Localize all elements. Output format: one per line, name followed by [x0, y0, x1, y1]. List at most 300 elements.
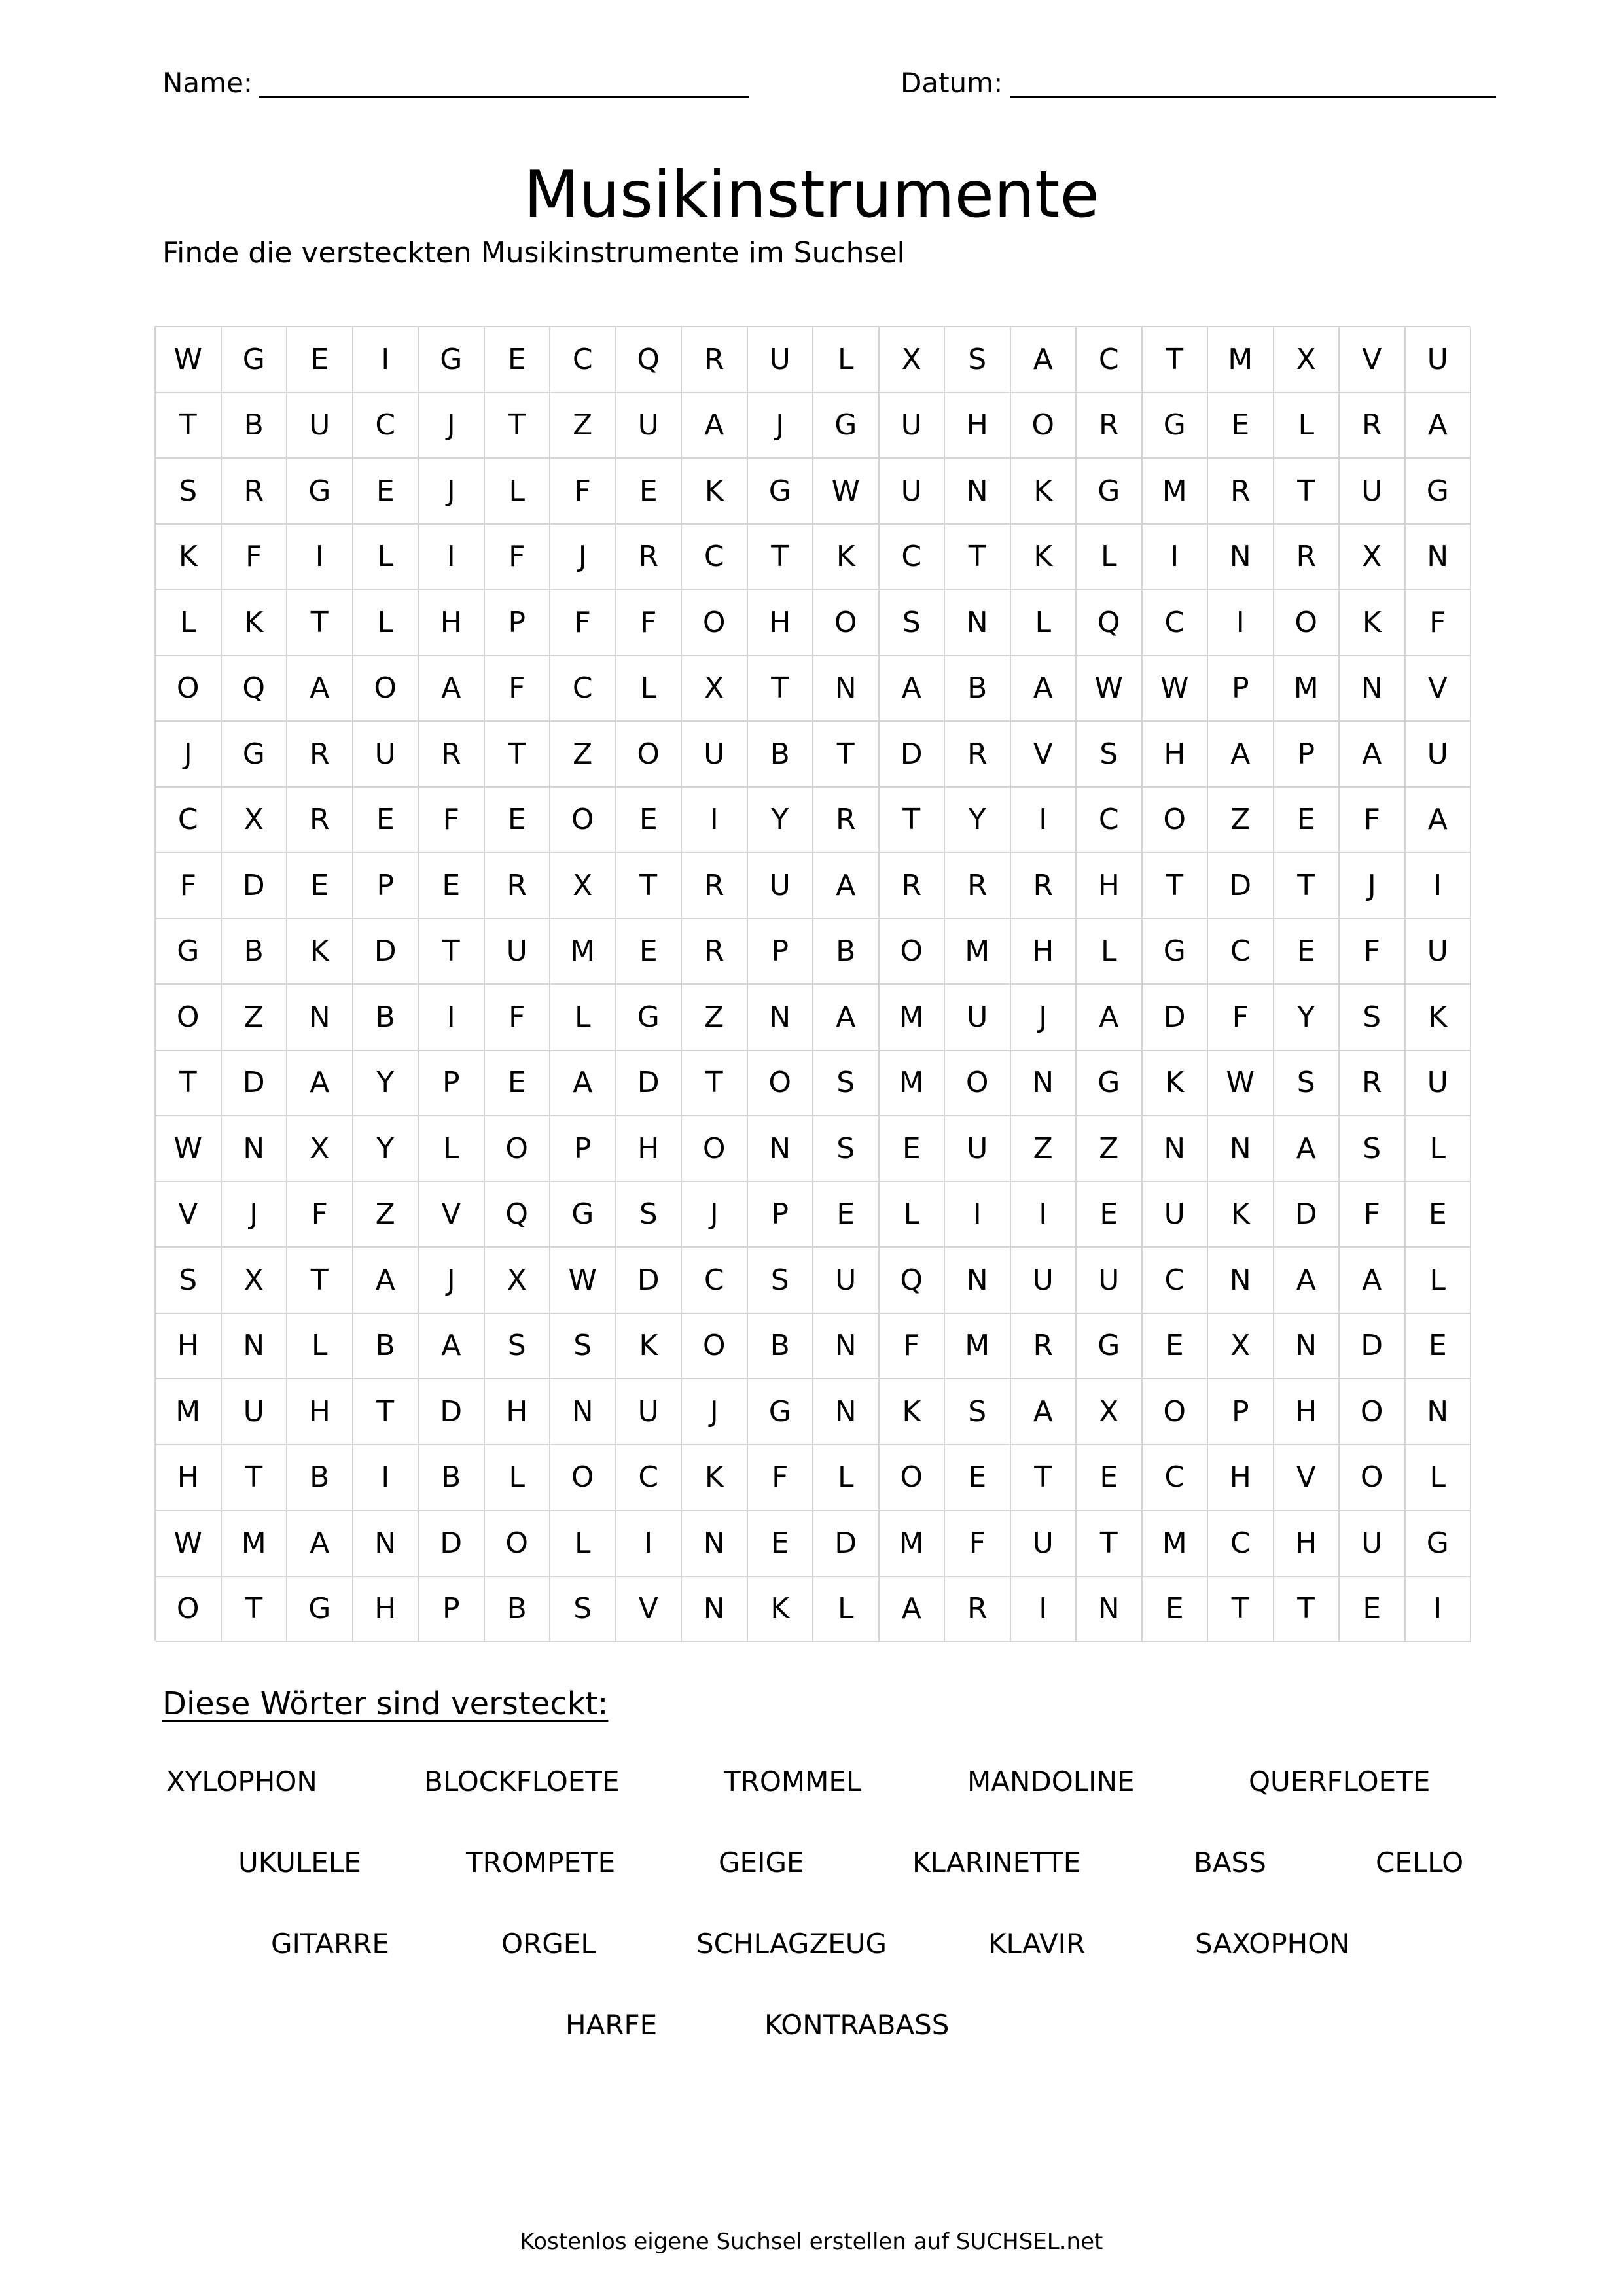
grid-cell[interactable]: S — [945, 1379, 1011, 1445]
grid-cell[interactable]: N — [1340, 656, 1406, 722]
grid-cell[interactable]: N — [1143, 1116, 1209, 1182]
grid-cell[interactable]: U — [485, 919, 551, 985]
grid-cell[interactable]: T — [682, 1051, 748, 1117]
grid-cell[interactable]: E — [880, 1116, 946, 1182]
grid-cell[interactable]: E — [616, 919, 683, 985]
grid-cell[interactable]: Z — [1208, 788, 1274, 854]
grid-cell[interactable]: V — [156, 1182, 222, 1248]
grid-cell[interactable]: I — [682, 788, 748, 854]
grid-cell[interactable]: T — [353, 1379, 419, 1445]
grid-cell[interactable]: N — [222, 1314, 288, 1380]
grid-cell[interactable]: R — [287, 788, 353, 854]
grid-cell[interactable]: C — [353, 393, 419, 459]
grid-cell[interactable]: L — [550, 985, 616, 1051]
grid-cell[interactable]: S — [485, 1314, 551, 1380]
grid-cell[interactable]: T — [419, 919, 485, 985]
grid-cell[interactable]: B — [353, 1314, 419, 1380]
grid-cell[interactable]: I — [1143, 525, 1209, 591]
grid-cell[interactable]: C — [550, 327, 616, 393]
grid-cell[interactable]: Z — [222, 985, 288, 1051]
grid-cell[interactable]: G — [616, 985, 683, 1051]
grid-cell[interactable]: M — [1143, 1511, 1209, 1577]
grid-cell[interactable]: A — [353, 1248, 419, 1314]
grid-cell[interactable]: D — [880, 722, 946, 788]
grid-cell[interactable]: R — [682, 327, 748, 393]
grid-cell[interactable]: A — [1208, 722, 1274, 788]
grid-cell[interactable]: T — [156, 393, 222, 459]
grid-cell[interactable]: P — [353, 853, 419, 919]
grid-cell[interactable]: U — [682, 722, 748, 788]
grid-cell[interactable]: E — [1406, 1182, 1472, 1248]
grid-cell[interactable]: D — [222, 1051, 288, 1117]
grid-cell[interactable]: O — [1274, 590, 1340, 656]
grid-cell[interactable]: U — [222, 1379, 288, 1445]
grid-cell[interactable]: T — [1077, 1511, 1143, 1577]
grid-cell[interactable]: T — [1011, 1445, 1077, 1511]
grid-cell[interactable]: G — [287, 1577, 353, 1643]
grid-cell[interactable]: T — [813, 722, 880, 788]
grid-cell[interactable]: O — [682, 590, 748, 656]
grid-cell[interactable]: N — [1406, 1379, 1472, 1445]
grid-cell[interactable]: E — [485, 327, 551, 393]
grid-cell[interactable]: O — [485, 1511, 551, 1577]
grid-cell[interactable]: V — [1274, 1445, 1340, 1511]
grid-cell[interactable]: U — [616, 393, 683, 459]
grid-cell[interactable]: K — [1340, 590, 1406, 656]
grid-cell[interactable]: U — [1406, 327, 1472, 393]
grid-cell[interactable]: Z — [1077, 1116, 1143, 1182]
grid-cell[interactable]: L — [813, 1445, 880, 1511]
grid-cell[interactable]: H — [419, 590, 485, 656]
date-field[interactable] — [1010, 96, 1496, 98]
grid-cell[interactable]: N — [682, 1577, 748, 1643]
grid-cell[interactable]: A — [1406, 393, 1472, 459]
grid-cell[interactable]: A — [1274, 1116, 1340, 1182]
grid-cell[interactable]: R — [616, 525, 683, 591]
grid-cell[interactable]: R — [287, 722, 353, 788]
grid-cell[interactable]: O — [682, 1314, 748, 1380]
grid-cell[interactable]: Y — [353, 1116, 419, 1182]
grid-cell[interactable]: S — [1077, 722, 1143, 788]
grid-cell[interactable]: H — [1274, 1379, 1340, 1445]
grid-cell[interactable]: E — [419, 853, 485, 919]
grid-cell[interactable]: H — [945, 393, 1011, 459]
grid-cell[interactable]: B — [419, 1445, 485, 1511]
grid-cell[interactable]: J — [156, 722, 222, 788]
grid-cell[interactable]: T — [748, 525, 814, 591]
grid-cell[interactable]: X — [485, 1248, 551, 1314]
grid-cell[interactable]: J — [1340, 853, 1406, 919]
grid-cell[interactable]: N — [945, 459, 1011, 525]
grid-cell[interactable]: L — [813, 1577, 880, 1643]
grid-cell[interactable]: L — [1274, 393, 1340, 459]
grid-cell[interactable]: I — [1208, 590, 1274, 656]
grid-cell[interactable]: J — [682, 1182, 748, 1248]
grid-cell[interactable]: I — [353, 327, 419, 393]
grid-cell[interactable]: J — [682, 1379, 748, 1445]
grid-cell[interactable]: F — [550, 590, 616, 656]
grid-cell[interactable]: R — [945, 1577, 1011, 1643]
grid-cell[interactable]: F — [485, 656, 551, 722]
grid-cell[interactable]: S — [748, 1248, 814, 1314]
grid-cell[interactable]: U — [1011, 1248, 1077, 1314]
grid-cell[interactable]: S — [1340, 1116, 1406, 1182]
grid-cell[interactable]: D — [616, 1248, 683, 1314]
grid-cell[interactable]: J — [419, 459, 485, 525]
grid-cell[interactable]: X — [550, 853, 616, 919]
grid-cell[interactable]: N — [748, 1116, 814, 1182]
grid-cell[interactable]: B — [813, 919, 880, 985]
grid-cell[interactable]: U — [287, 393, 353, 459]
grid-cell[interactable]: F — [616, 590, 683, 656]
grid-cell[interactable]: L — [287, 1314, 353, 1380]
grid-cell[interactable]: X — [1340, 525, 1406, 591]
grid-cell[interactable]: G — [1143, 393, 1209, 459]
grid-cell[interactable]: W — [156, 1116, 222, 1182]
grid-cell[interactable]: G — [1077, 459, 1143, 525]
grid-cell[interactable]: E — [1077, 1182, 1143, 1248]
grid-cell[interactable]: E — [748, 1511, 814, 1577]
grid-cell[interactable]: H — [485, 1379, 551, 1445]
grid-cell[interactable]: C — [682, 1248, 748, 1314]
grid-cell[interactable]: Q — [222, 656, 288, 722]
grid-cell[interactable]: G — [550, 1182, 616, 1248]
grid-cell[interactable]: P — [419, 1577, 485, 1643]
grid-cell[interactable]: L — [1406, 1248, 1472, 1314]
grid-cell[interactable]: B — [222, 919, 288, 985]
grid-cell[interactable]: V — [419, 1182, 485, 1248]
grid-cell[interactable]: G — [1077, 1314, 1143, 1380]
grid-cell[interactable]: F — [1208, 985, 1274, 1051]
grid-cell[interactable]: R — [222, 459, 288, 525]
grid-cell[interactable]: O — [550, 1445, 616, 1511]
grid-cell[interactable]: H — [156, 1314, 222, 1380]
grid-cell[interactable]: A — [880, 1577, 946, 1643]
grid-cell[interactable]: I — [1011, 1577, 1077, 1643]
grid-cell[interactable]: D — [1340, 1314, 1406, 1380]
grid-cell[interactable]: V — [1406, 656, 1472, 722]
grid-cell[interactable]: M — [945, 919, 1011, 985]
grid-cell[interactable]: O — [748, 1051, 814, 1117]
grid-cell[interactable]: Z — [550, 393, 616, 459]
grid-cell[interactable]: N — [813, 1379, 880, 1445]
grid-cell[interactable]: N — [1208, 1248, 1274, 1314]
grid-cell[interactable]: D — [1143, 985, 1209, 1051]
grid-cell[interactable]: T — [880, 788, 946, 854]
grid-cell[interactable]: P — [1274, 722, 1340, 788]
grid-cell[interactable]: L — [353, 525, 419, 591]
grid-cell[interactable]: K — [616, 1314, 683, 1380]
grid-cell[interactable]: K — [880, 1379, 946, 1445]
grid-cell[interactable]: R — [419, 722, 485, 788]
grid-cell[interactable]: X — [1274, 327, 1340, 393]
grid-cell[interactable]: S — [1340, 985, 1406, 1051]
grid-cell[interactable]: A — [1011, 1379, 1077, 1445]
grid-cell[interactable]: M — [156, 1379, 222, 1445]
grid-cell[interactable]: F — [1340, 1182, 1406, 1248]
grid-cell[interactable]: I — [287, 525, 353, 591]
grid-cell[interactable]: O — [353, 656, 419, 722]
grid-cell[interactable]: O — [156, 656, 222, 722]
grid-cell[interactable]: R — [1340, 1051, 1406, 1117]
grid-cell[interactable]: L — [419, 1116, 485, 1182]
grid-cell[interactable]: D — [353, 919, 419, 985]
grid-cell[interactable]: V — [1011, 722, 1077, 788]
grid-cell[interactable]: O — [1340, 1379, 1406, 1445]
grid-cell[interactable]: I — [1011, 788, 1077, 854]
grid-cell[interactable]: A — [550, 1051, 616, 1117]
grid-cell[interactable]: C — [1208, 1511, 1274, 1577]
grid-cell[interactable]: S — [550, 1314, 616, 1380]
grid-cell[interactable]: F — [156, 853, 222, 919]
grid-cell[interactable]: H — [1077, 853, 1143, 919]
grid-cell[interactable]: O — [880, 919, 946, 985]
grid-cell[interactable]: A — [1011, 327, 1077, 393]
grid-cell[interactable]: H — [156, 1445, 222, 1511]
grid-cell[interactable]: A — [1340, 1248, 1406, 1314]
grid-cell[interactable]: M — [1143, 459, 1209, 525]
grid-cell[interactable]: F — [1406, 590, 1472, 656]
grid-cell[interactable]: E — [945, 1445, 1011, 1511]
grid-cell[interactable]: U — [1340, 459, 1406, 525]
grid-cell[interactable]: P — [1208, 1379, 1274, 1445]
grid-cell[interactable]: L — [880, 1182, 946, 1248]
grid-cell[interactable]: K — [222, 590, 288, 656]
grid-cell[interactable]: D — [616, 1051, 683, 1117]
grid-cell[interactable]: F — [222, 525, 288, 591]
grid-cell[interactable]: L — [813, 327, 880, 393]
grid-cell[interactable]: K — [1011, 459, 1077, 525]
grid-cell[interactable]: O — [1143, 788, 1209, 854]
grid-cell[interactable]: W — [156, 327, 222, 393]
grid-cell[interactable]: B — [748, 1314, 814, 1380]
grid-cell[interactable]: T — [616, 853, 683, 919]
grid-cell[interactable]: X — [222, 788, 288, 854]
grid-cell[interactable]: U — [748, 853, 814, 919]
grid-cell[interactable]: P — [485, 590, 551, 656]
grid-cell[interactable]: N — [945, 1248, 1011, 1314]
grid-cell[interactable]: O — [813, 590, 880, 656]
grid-cell[interactable]: I — [1406, 1577, 1472, 1643]
grid-cell[interactable]: I — [419, 985, 485, 1051]
grid-cell[interactable]: E — [1406, 1314, 1472, 1380]
grid-cell[interactable]: D — [419, 1511, 485, 1577]
grid-cell[interactable]: D — [813, 1511, 880, 1577]
grid-cell[interactable]: A — [1011, 656, 1077, 722]
grid-cell[interactable]: E — [485, 788, 551, 854]
grid-cell[interactable]: U — [1406, 1051, 1472, 1117]
grid-cell[interactable]: L — [1406, 1116, 1472, 1182]
grid-cell[interactable]: A — [1077, 985, 1143, 1051]
grid-cell[interactable]: Y — [748, 788, 814, 854]
grid-cell[interactable]: A — [1274, 1248, 1340, 1314]
grid-cell[interactable]: H — [1208, 1445, 1274, 1511]
grid-cell[interactable]: U — [945, 1116, 1011, 1182]
grid-cell[interactable]: O — [156, 1577, 222, 1643]
grid-cell[interactable]: U — [1143, 1182, 1209, 1248]
grid-cell[interactable]: Y — [945, 788, 1011, 854]
grid-cell[interactable]: R — [880, 853, 946, 919]
grid-cell[interactable]: C — [616, 1445, 683, 1511]
grid-cell[interactable]: Z — [1011, 1116, 1077, 1182]
grid-cell[interactable]: U — [353, 722, 419, 788]
grid-cell[interactable]: N — [353, 1511, 419, 1577]
grid-cell[interactable]: C — [1143, 1248, 1209, 1314]
name-field[interactable] — [259, 96, 749, 98]
grid-cell[interactable]: N — [945, 590, 1011, 656]
grid-cell[interactable]: T — [1274, 459, 1340, 525]
grid-cell[interactable]: U — [1406, 919, 1472, 985]
grid-cell[interactable]: U — [880, 459, 946, 525]
grid-cell[interactable]: P — [748, 919, 814, 985]
grid-cell[interactable]: U — [1340, 1511, 1406, 1577]
grid-cell[interactable]: N — [287, 985, 353, 1051]
grid-cell[interactable]: M — [550, 919, 616, 985]
grid-cell[interactable]: E — [287, 327, 353, 393]
grid-cell[interactable]: J — [222, 1182, 288, 1248]
grid-cell[interactable]: J — [748, 393, 814, 459]
grid-cell[interactable]: O — [616, 722, 683, 788]
grid-cell[interactable]: Y — [353, 1051, 419, 1117]
grid-cell[interactable]: W — [550, 1248, 616, 1314]
grid-cell[interactable]: L — [485, 1445, 551, 1511]
grid-cell[interactable]: E — [1274, 919, 1340, 985]
grid-cell[interactable]: F — [945, 1511, 1011, 1577]
grid-cell[interactable]: S — [813, 1116, 880, 1182]
grid-cell[interactable]: H — [616, 1116, 683, 1182]
grid-cell[interactable]: E — [1143, 1577, 1209, 1643]
grid-cell[interactable]: Z — [353, 1182, 419, 1248]
grid-cell[interactable]: C — [156, 788, 222, 854]
grid-cell[interactable]: A — [813, 985, 880, 1051]
grid-cell[interactable]: E — [1340, 1577, 1406, 1643]
grid-cell[interactable]: W — [1077, 656, 1143, 722]
grid-cell[interactable]: R — [1208, 459, 1274, 525]
grid-cell[interactable]: K — [1406, 985, 1472, 1051]
grid-cell[interactable]: H — [1274, 1511, 1340, 1577]
grid-cell[interactable]: N — [1274, 1314, 1340, 1380]
grid-cell[interactable]: P — [550, 1116, 616, 1182]
grid-cell[interactable]: T — [1143, 327, 1209, 393]
grid-cell[interactable]: R — [682, 853, 748, 919]
grid-cell[interactable]: M — [880, 1051, 946, 1117]
grid-cell[interactable]: E — [813, 1182, 880, 1248]
grid-cell[interactable]: O — [945, 1051, 1011, 1117]
grid-cell[interactable]: A — [1406, 788, 1472, 854]
grid-cell[interactable]: W — [156, 1511, 222, 1577]
grid-cell[interactable]: B — [945, 656, 1011, 722]
grid-cell[interactable]: S — [880, 590, 946, 656]
grid-cell[interactable]: S — [156, 1248, 222, 1314]
grid-cell[interactable]: C — [1208, 919, 1274, 985]
grid-cell[interactable]: A — [813, 853, 880, 919]
grid-cell[interactable]: L — [353, 590, 419, 656]
grid-cell[interactable]: I — [616, 1511, 683, 1577]
grid-cell[interactable]: Q — [616, 327, 683, 393]
grid-cell[interactable]: A — [419, 1314, 485, 1380]
grid-cell[interactable]: O — [485, 1116, 551, 1182]
grid-cell[interactable]: E — [1274, 788, 1340, 854]
grid-cell[interactable]: T — [945, 525, 1011, 591]
grid-cell[interactable]: I — [1011, 1182, 1077, 1248]
grid-cell[interactable]: E — [485, 1051, 551, 1117]
grid-cell[interactable]: N — [550, 1379, 616, 1445]
grid-cell[interactable]: E — [616, 459, 683, 525]
grid-cell[interactable]: J — [550, 525, 616, 591]
grid-cell[interactable]: A — [1340, 722, 1406, 788]
grid-cell[interactable]: X — [287, 1116, 353, 1182]
grid-cell[interactable]: N — [1077, 1577, 1143, 1643]
grid-cell[interactable]: U — [616, 1379, 683, 1445]
grid-cell[interactable]: O — [880, 1445, 946, 1511]
grid-cell[interactable]: C — [880, 525, 946, 591]
grid-cell[interactable]: B — [222, 393, 288, 459]
grid-cell[interactable]: H — [287, 1379, 353, 1445]
grid-cell[interactable]: Q — [1077, 590, 1143, 656]
grid-cell[interactable]: W — [1208, 1051, 1274, 1117]
grid-cell[interactable]: L — [1077, 525, 1143, 591]
grid-cell[interactable]: I — [419, 525, 485, 591]
grid-cell[interactable]: U — [1077, 1248, 1143, 1314]
grid-cell[interactable]: L — [156, 590, 222, 656]
grid-cell[interactable]: S — [813, 1051, 880, 1117]
grid-cell[interactable]: C — [1143, 1445, 1209, 1511]
grid-cell[interactable]: A — [287, 1511, 353, 1577]
grid-cell[interactable]: T — [1274, 1577, 1340, 1643]
grid-cell[interactable]: G — [1143, 919, 1209, 985]
grid-cell[interactable]: L — [550, 1511, 616, 1577]
grid-cell[interactable]: N — [813, 1314, 880, 1380]
grid-cell[interactable]: X — [1077, 1379, 1143, 1445]
grid-cell[interactable]: G — [287, 459, 353, 525]
grid-cell[interactable]: N — [1406, 525, 1472, 591]
grid-cell[interactable]: G — [156, 919, 222, 985]
grid-cell[interactable]: E — [1077, 1445, 1143, 1511]
grid-cell[interactable]: H — [353, 1577, 419, 1643]
grid-cell[interactable]: X — [222, 1248, 288, 1314]
grid-cell[interactable]: G — [222, 722, 288, 788]
grid-cell[interactable]: T — [287, 590, 353, 656]
grid-cell[interactable]: G — [748, 459, 814, 525]
grid-cell[interactable]: N — [813, 656, 880, 722]
grid-cell[interactable]: M — [880, 985, 946, 1051]
grid-cell[interactable]: U — [1406, 722, 1472, 788]
grid-cell[interactable]: A — [287, 656, 353, 722]
grid-cell[interactable]: K — [682, 1445, 748, 1511]
grid-cell[interactable]: S — [945, 327, 1011, 393]
grid-cell[interactable]: T — [222, 1577, 288, 1643]
grid-cell[interactable]: X — [1208, 1314, 1274, 1380]
grid-cell[interactable]: T — [1208, 1577, 1274, 1643]
grid-cell[interactable]: H — [1143, 722, 1209, 788]
grid-cell[interactable]: M — [880, 1511, 946, 1577]
grid-cell[interactable]: R — [485, 853, 551, 919]
grid-cell[interactable]: R — [1011, 1314, 1077, 1380]
grid-cell[interactable]: K — [287, 919, 353, 985]
grid-cell[interactable]: K — [682, 459, 748, 525]
grid-cell[interactable]: S — [1274, 1051, 1340, 1117]
grid-cell[interactable]: B — [287, 1445, 353, 1511]
grid-cell[interactable]: G — [1406, 459, 1472, 525]
grid-cell[interactable]: T — [156, 1051, 222, 1117]
grid-cell[interactable]: T — [222, 1445, 288, 1511]
grid-cell[interactable]: N — [1208, 1116, 1274, 1182]
grid-cell[interactable]: J — [1011, 985, 1077, 1051]
grid-cell[interactable]: N — [222, 1116, 288, 1182]
grid-cell[interactable]: E — [616, 788, 683, 854]
grid-cell[interactable]: P — [748, 1182, 814, 1248]
grid-cell[interactable]: C — [550, 656, 616, 722]
